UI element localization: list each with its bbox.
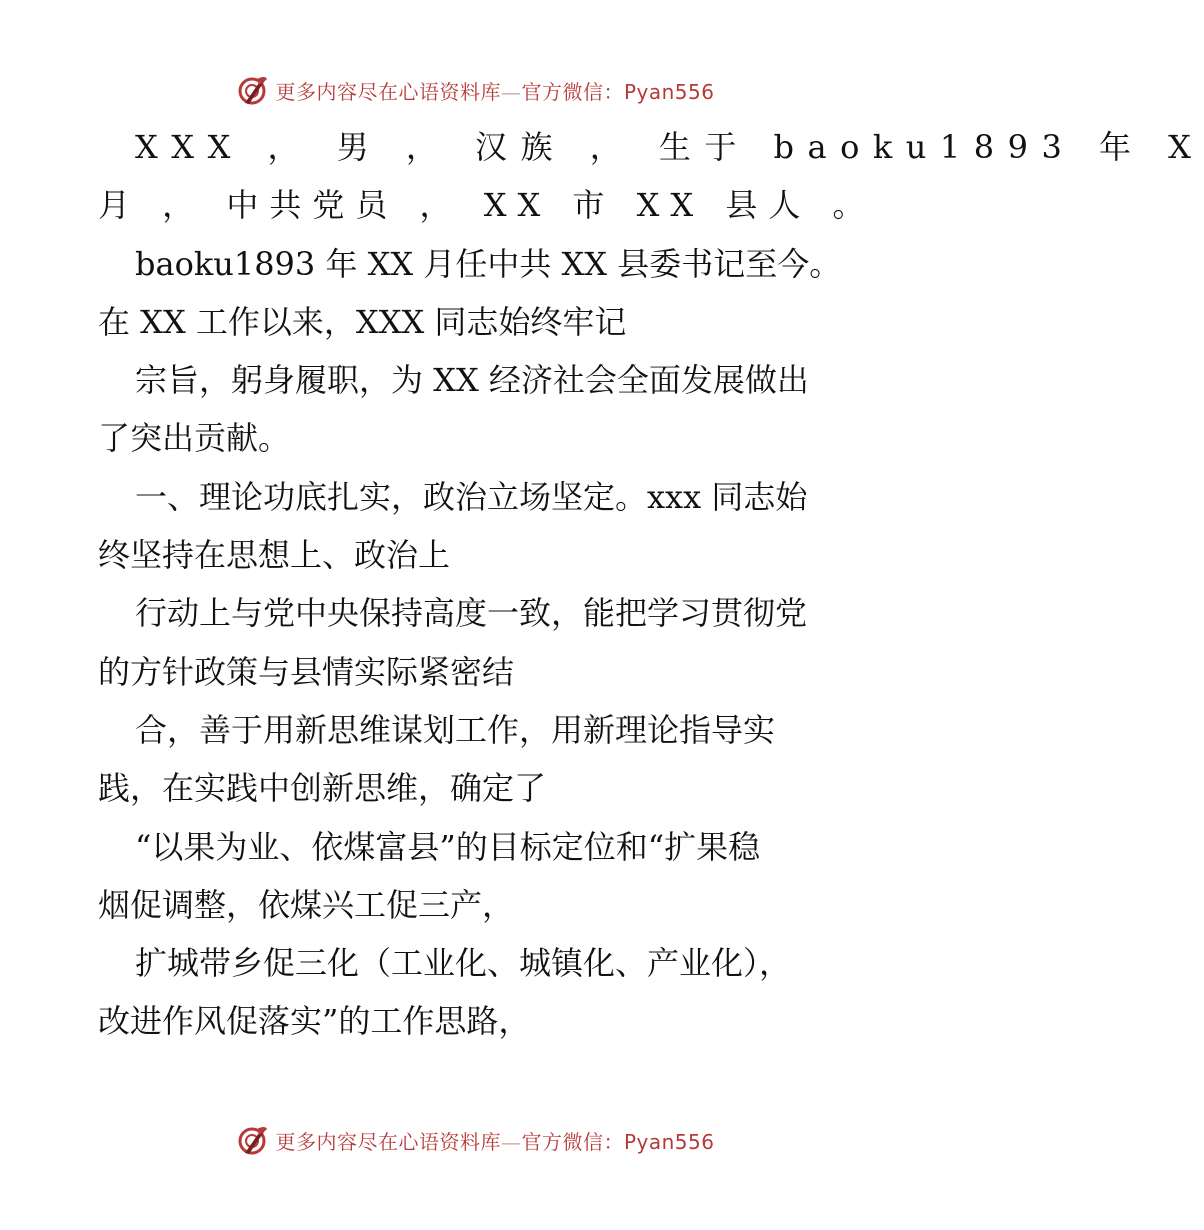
banner-site-name: 更多内容尽在心语资料库 <box>275 1129 501 1154</box>
header-banner <box>0 70 950 110</box>
paragraph-line: 改进作风促落实”的工作思路， <box>98 1002 531 1041</box>
paragraph-line: 终坚持在思想上、政治上 <box>98 536 451 575</box>
document-body <box>98 118 1204 1051</box>
paragraph-line: 在 XX 工作以来，XXX 同志始终牢记 <box>98 302 627 341</box>
paragraph-line: 行动上与党中央保持高度一致，能把学习贯彻党 <box>135 594 808 633</box>
banner-wechat: 官方微信：Pyan556 <box>521 1129 715 1154</box>
paragraph-line: 扩城带乡促三化（工业化、城镇化、产业化）， <box>135 944 792 983</box>
paragraph-line: 月 ， 中共党员 ， XX 市 XX 县人 。 <box>98 186 876 225</box>
footer-banner <box>0 1120 950 1160</box>
paragraph-line: 宗旨，躬身履职，为 XX 经济社会全面发展做出 <box>135 361 809 400</box>
paragraph-line: 践，在实践中创新思维，确定了 <box>98 769 547 808</box>
banner-wechat: 官方微信：Pyan556 <box>521 79 715 104</box>
paragraph-line: 烟促调整，依煤兴工促三产， <box>98 885 515 924</box>
paragraph-line: 了突出贡献。 <box>98 419 291 458</box>
paragraph-line: 一、理论功底扎实，政治立场坚定。xxx 同志始 <box>135 477 808 516</box>
paragraph-line: XXX ， 男 ， 汉族 ， 生于 baoku1893 年 X <box>135 128 1204 166</box>
banner-text <box>275 1126 714 1155</box>
paragraph-line: 的方针政策与县情实际紧密结 <box>98 652 515 691</box>
quill-pen-logo-icon <box>235 73 269 107</box>
paragraph-line: “以果为业、依煤富县”的目标定位和“扩果稳 <box>135 827 761 866</box>
banner-text <box>275 76 714 105</box>
quill-pen-logo-icon <box>235 1123 269 1157</box>
paragraph-line: 合，善于用新思维谋划工作，用新理论指导实 <box>135 710 776 749</box>
banner-site-name: 更多内容尽在心语资料库 <box>275 79 501 104</box>
banner-separator: — <box>500 79 522 104</box>
banner-separator: — <box>500 1129 522 1154</box>
paragraph-line: baoku1893 年 XX 月任中共 XX 县委书记至今。 <box>135 244 842 283</box>
